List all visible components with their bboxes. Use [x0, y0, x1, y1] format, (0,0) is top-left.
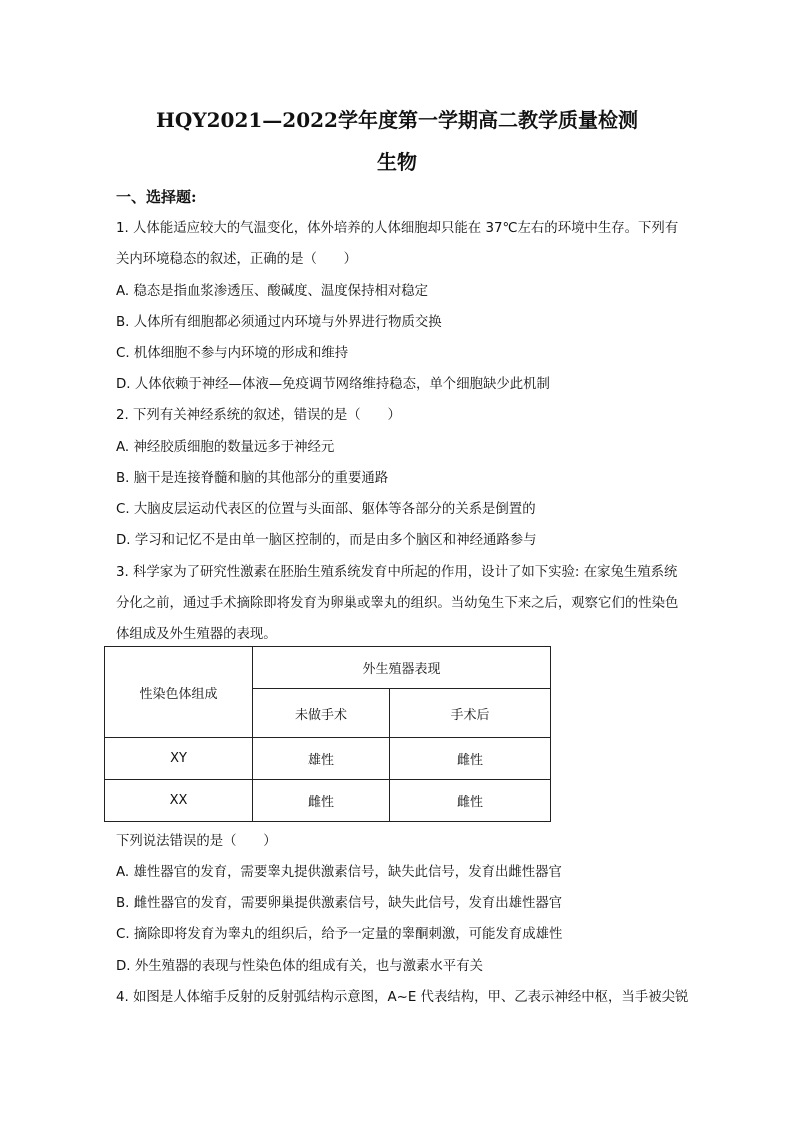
q1-option-a: A. 稳态是指血浆渗透压、酸碱度、温度保持相对稳定 [116, 284, 429, 299]
q1-stem-line2: 关内环境稳态的叙述，正确的是（ ） [116, 252, 358, 267]
table-row [105, 738, 551, 780]
subject-title: 生物 [377, 150, 417, 174]
q3-option-b: B. 雌性器官的发育，需要卵巢提供激素信号，缺失此信号，发育出雄性器官 [116, 896, 563, 911]
table-cell: 雄性 [253, 738, 390, 780]
q2-option-a: A. 神经胶质细胞的数量远多于神经元 [116, 440, 335, 455]
table-cell: 雌性 [390, 738, 551, 780]
table-header-chromosome: 性染色体组成 [105, 647, 253, 738]
q4-stem-line1: 4. 如图是人体缩手反射的反射弧结构示意图，A~E 代表结构，甲、乙表示神经中枢，当手被尖锐 [116, 990, 689, 1005]
table-cell: XY [105, 738, 253, 780]
q3-option-a: A. 雄性器官的发育，需要睾丸提供激素信号，缺失此信号，发育出雌性器官 [116, 865, 562, 880]
table-cell: 雌性 [253, 780, 390, 822]
q3-option-c: C. 摘除即将发育为睾丸的组织后，给予一定量的睾酮刺激，可能发育成雄性 [116, 927, 563, 942]
q2-option-c: C. 大脑皮层运动代表区的位置与头面部、躯体等各部分的关系是倒置的 [116, 502, 536, 517]
q2-stem: 2. 下列有关神经系统的叙述，错误的是（ ） [116, 408, 401, 423]
exam-title: HQY2021—2022学年度第一学期高二教学质量检测 [156, 108, 638, 132]
table-header-after-surgery: 手术后 [390, 689, 551, 738]
q3-stem-line3: 体组成及外生殖器的表现。 [116, 627, 277, 642]
q1-option-d: D. 人体依赖于神经—体液—免疫调节网络维持稳态，单个细胞缺少此机制 [116, 377, 550, 392]
q3-option-d: D. 外生殖器的表现与性染色体的组成有关，也与激素水平有关 [116, 959, 483, 974]
q1-option-c: C. 机体细胞不参与内环境的形成和维持 [116, 346, 349, 361]
table-header-external-genitalia: 外生殖器表现 [253, 647, 551, 689]
q1-stem-line1: 1. 人体能适应较大的气温变化，体外培养的人体细胞却只能在 37℃左右的环境中生存。下列有 [116, 221, 679, 236]
table-header-no-surgery: 未做手术 [253, 689, 390, 738]
results-table [104, 646, 551, 822]
table-cell: XX [105, 780, 253, 822]
q1-option-b: B. 人体所有细胞都必须通过内环境与外界进行物质交换 [116, 315, 442, 330]
q2-option-d: D. 学习和记忆不是由单一脑区控制的，而是由多个脑区和神经通路参与 [116, 533, 537, 548]
q3-question: 下列说法错误的是（ ） [116, 834, 277, 849]
q2-option-b: B. 脑干是连接脊髓和脑的其他部分的重要通路 [116, 471, 389, 486]
table-row [105, 780, 551, 822]
section-heading: 一、选择题: [116, 188, 197, 206]
table-cell: 雌性 [390, 780, 551, 822]
q3-stem-line1: 3. 科学家为了研究性激素在胚胎生殖系统发育中所起的作用，设计了如下实验: 在家兔生殖系统 [116, 565, 678, 580]
q3-stem-line2: 分化之前，通过手术摘除即将发育为卵巢或睾丸的组织。当幼兔生下来之后，观察它们的性染色 [116, 596, 679, 611]
